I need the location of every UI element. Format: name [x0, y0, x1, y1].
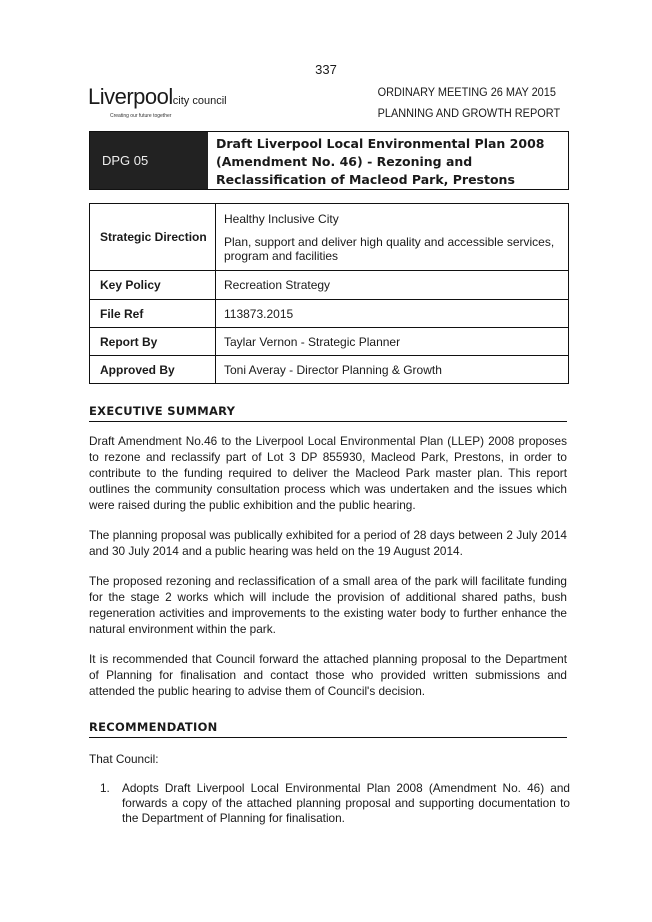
recommendation-intro: That Council: [89, 752, 159, 766]
recommendation-item [100, 781, 570, 826]
report-title-box [89, 131, 569, 190]
recommendation-heading: RECOMMENDATION [89, 720, 567, 738]
title-line: Reclassification of Macleod Park, Prestons [216, 172, 515, 187]
table-row [90, 271, 569, 300]
logo-name: Liverpool [88, 84, 173, 109]
page-number: 337 [315, 62, 337, 77]
summary-paragraph: The planning proposal was publically exhibited for a period of 28 days between 2 July 2014 and 30 July 2014 and a public hearing was held on the 19 August 2014. [89, 528, 567, 558]
table-row [90, 328, 569, 356]
strategic-direction-label: Strategic Direction [90, 204, 216, 271]
report-title [208, 132, 568, 189]
report-by-value: Taylar Vernon - Strategic Planner [216, 328, 569, 356]
table-row [90, 204, 569, 271]
approved-by-label: Approved By [90, 356, 216, 384]
summary-paragraph: Draft Amendment No.46 to the Liverpool Local Environmental Plan (LLEP) 2008 proposes to rezone and reclassify part of Lot 3 DP 855930, Macleod Park, Prestons, in order to contribute to the funding required to deliver the Macleod Park master plan. This report outlines the community consultation process which was undertaken and the issues which were raised during the public exhibition and the public hearing. [89, 434, 567, 512]
council-logo [88, 86, 227, 119]
title-line: (Amendment No. 46) - Rezoning and [216, 154, 473, 169]
approved-by-value: Toni Averay - Director Planning & Growth [216, 356, 569, 384]
table-row [90, 356, 569, 384]
strategic-direction-value1: Healthy Inclusive City [224, 211, 339, 226]
file-ref-label: File Ref [90, 300, 216, 328]
report-line: PLANNING AND GROWTH REPORT [377, 108, 560, 120]
file-ref-value: 113873.2015 [216, 300, 569, 328]
report-code: DPG 05 [90, 132, 208, 189]
strategic-direction-value [216, 204, 569, 271]
meeting-line: ORDINARY MEETING 26 MAY 2015 [377, 87, 556, 99]
executive-summary-heading: EXECUTIVE SUMMARY [89, 404, 567, 422]
title-line: Draft Liverpool Local Environmental Plan 2008 [216, 136, 545, 151]
key-policy-value: Recreation Strategy [216, 271, 569, 300]
meeting-info [377, 83, 560, 125]
strategic-direction-value2: Plan, support and deliver high quality and accessible services, program and facilities [224, 234, 555, 263]
report-info-table [89, 203, 569, 384]
recommendation-number: 1. [100, 781, 110, 795]
logo-tagline: Creating our future together [110, 113, 172, 119]
key-policy-label: Key Policy [90, 271, 216, 300]
logo-sub: city council [172, 95, 227, 107]
table-row [90, 300, 569, 328]
report-by-label: Report By [90, 328, 216, 356]
summary-paragraph: It is recommended that Council forward the attached planning proposal to the Department of Planning for finalisation and contact those who provided written submissions and attended the public hearing to advise them of Council's decision. [89, 652, 567, 698]
recommendation-text: Adopts Draft Liverpool Local Environmental Plan 2008 (Amendment No. 46) and forwards a copy of the attached planning proposal and supporting documentation to the Department of Planning for finalisation. [122, 781, 570, 825]
summary-paragraph: The proposed rezoning and reclassification of a small area of the park will facilitate funding for the stage 2 works which will include the provision of additional shared paths, bush regeneration activities and improvements to the existing water body to further enhance the natural environment within the park. [89, 574, 567, 636]
